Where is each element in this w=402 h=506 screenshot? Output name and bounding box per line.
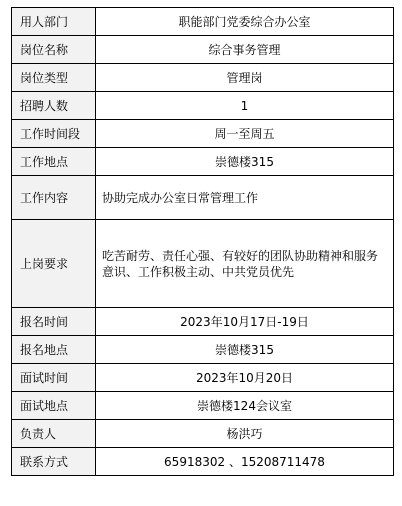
table-row (12, 92, 394, 120)
row-label-duties: 工作内容 (12, 176, 96, 220)
row-label-position: 岗位名称 (12, 36, 96, 64)
job-info-table (11, 7, 394, 476)
row-label-work-location: 工作地点 (12, 148, 96, 176)
row-label-interview-location: 面试地点 (12, 392, 96, 420)
table-row (12, 120, 394, 148)
row-value-contact-person: 杨洪巧 (96, 420, 394, 448)
row-label-signup-location: 报名地点 (12, 336, 96, 364)
table-row (12, 220, 394, 308)
row-value-interview-location: 崇德楼124会议室 (96, 392, 394, 420)
row-value-requirements: 吃苦耐劳、责任心强、有较好的团队协助精神和服务意识、工作积极主动、中共党员优先 (96, 220, 394, 308)
row-label-interview-time: 面试时间 (12, 364, 96, 392)
row-value-contact-phone: 65918302 、15208711478 (96, 448, 394, 476)
row-value-signup-time: 2023年10月17日-19日 (96, 308, 394, 336)
table-row (12, 36, 394, 64)
row-value-department: 职能部门党委综合办公室 (96, 8, 394, 36)
table-row (12, 148, 394, 176)
row-value-position-type: 管理岗 (96, 64, 394, 92)
table-row (12, 308, 394, 336)
table-row (12, 176, 394, 220)
row-label-department: 用人部门 (12, 8, 96, 36)
row-label-requirements: 上岗要求 (12, 220, 96, 308)
table-row (12, 336, 394, 364)
row-value-duties: 协助完成办公室日常管理工作 (96, 176, 394, 220)
row-value-work-location: 崇德楼315 (96, 148, 394, 176)
row-label-headcount: 招聘人数 (12, 92, 96, 120)
row-label-position-type: 岗位类型 (12, 64, 96, 92)
row-value-signup-location: 崇德楼315 (96, 336, 394, 364)
row-label-work-hours: 工作时间段 (12, 120, 96, 148)
table-row (12, 364, 394, 392)
table-row (12, 448, 394, 476)
row-value-headcount: 1 (96, 92, 394, 120)
row-value-interview-time: 2023年10月20日 (96, 364, 394, 392)
row-value-work-hours: 周一至周五 (96, 120, 394, 148)
row-label-signup-time: 报名时间 (12, 308, 96, 336)
table-row (12, 420, 394, 448)
table-row (12, 392, 394, 420)
table-row (12, 64, 394, 92)
row-value-position: 综合事务管理 (96, 36, 394, 64)
row-label-contact-person: 负责人 (12, 420, 96, 448)
row-label-contact-phone: 联系方式 (12, 448, 96, 476)
table-row (12, 8, 394, 36)
